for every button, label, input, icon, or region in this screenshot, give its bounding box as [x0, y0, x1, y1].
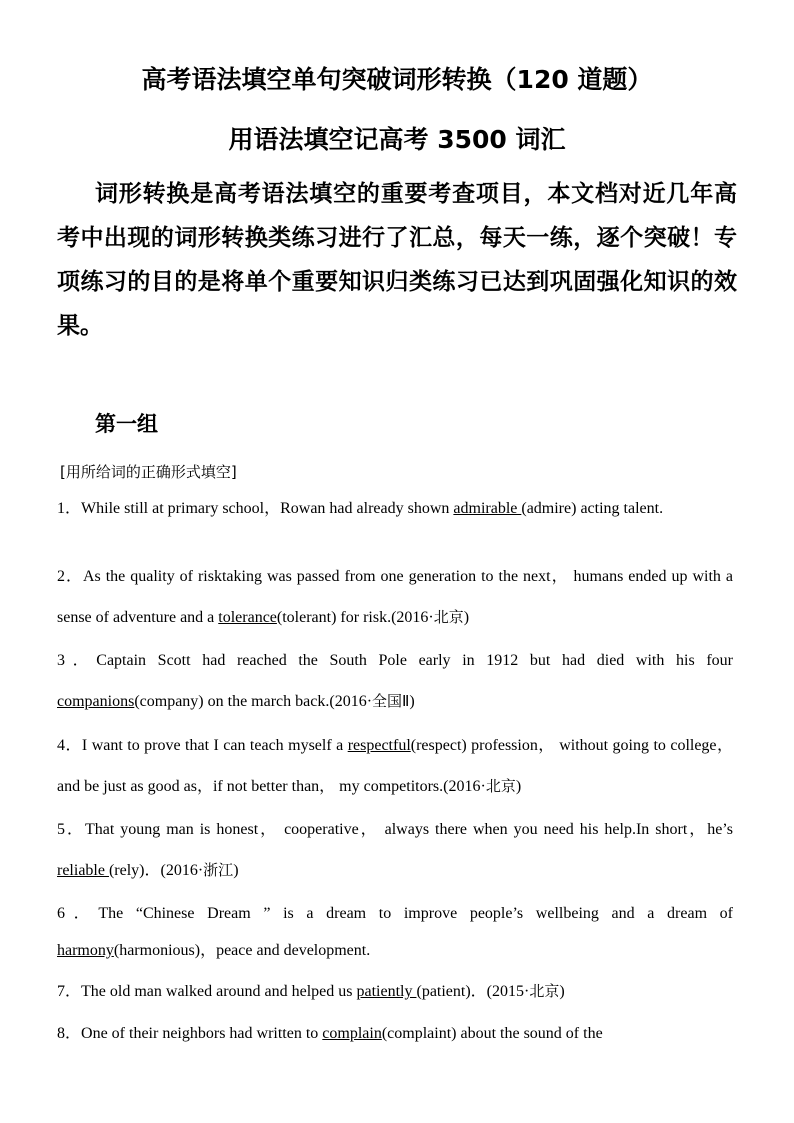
- question-hint: (complaint) about the sound of the: [381, 1025, 603, 1042]
- question-number: 7．: [57, 983, 82, 1000]
- document-subtitle: 用语法填空记高考 3500 词汇: [228, 125, 566, 154]
- question-number: 8．: [57, 1025, 82, 1042]
- source-close: ): [559, 983, 565, 1000]
- question-number: 5．: [57, 821, 85, 838]
- question-item: [57, 640, 733, 722]
- question-text: One of their neighbors had written to: [81, 1025, 323, 1042]
- source-label: 浙江: [203, 861, 234, 879]
- answer-word: patiently: [356, 983, 417, 1000]
- question-text: The “Chinese Dream ” is a dream to improve people’s wellbeing and a dream of: [98, 905, 733, 922]
- question-item: [57, 725, 733, 807]
- answer-word: admirable: [453, 500, 522, 517]
- source-close: ): [515, 778, 522, 795]
- question-text: The old man walked around and helped us: [81, 983, 357, 1000]
- answer-word: respectful: [347, 737, 411, 754]
- source-label: 全国Ⅱ: [372, 692, 410, 710]
- answer-word: harmony: [57, 942, 114, 959]
- question-item: [57, 809, 733, 891]
- answer-word: tolerance: [218, 609, 277, 626]
- question-text: Captain Scott had reached the South Pole early in 1912 but had died with his four: [96, 652, 733, 669]
- answer-word: companions: [57, 693, 135, 710]
- question-text: That young man is honest， cooperative， always there when you need his help.In short，he’s: [84, 821, 733, 838]
- source-label: 北京: [433, 608, 464, 626]
- group-title: 第一组: [95, 412, 158, 436]
- question-number: 3．: [57, 652, 97, 669]
- question-hint: (tolerant) for risk.(2016·: [276, 609, 434, 626]
- question-number: 1．: [57, 500, 82, 517]
- source-close: ): [409, 693, 415, 710]
- question-hint: (company) on the march back.(2016·: [134, 693, 373, 710]
- question-item: [57, 556, 733, 638]
- question-hint: (rely)．(2016·: [108, 862, 204, 879]
- question-hint: (respect) profession， without going to college， and be just as good as，if not better than， my competitors.(2016·: [57, 737, 733, 795]
- question-hint: (patient)．(2015·: [416, 983, 530, 1000]
- intro-paragraph: 词形转换是高考语法填空的重要考查项目，本文档对近几年高考中出现的词形转换类练习进行了汇总，每天一练，逐个突破！专项练习的目的是将单个重要知识归类练习已达到巩固强化知识的效果。: [57, 181, 737, 339]
- question-hint: (admire) acting talent.: [521, 500, 664, 517]
- question-item: [57, 490, 733, 527]
- question-number: 4．: [57, 737, 82, 754]
- question-text: As the quality of risktaking was passed from one generation to the next， humans ended up with a sense of adventure and a: [57, 568, 733, 626]
- instruction-text: [用所给词的正确形式填空]: [60, 463, 237, 481]
- answer-word: reliable: [57, 862, 109, 879]
- source-label: 北京: [529, 982, 560, 1000]
- source-close: ): [463, 609, 470, 626]
- question-text: I want to prove that I can teach myself a: [81, 737, 348, 754]
- question-item: [57, 895, 733, 969]
- source-close: ): [233, 862, 239, 879]
- question-number: 2．: [57, 568, 83, 585]
- question-item: [57, 1023, 733, 1045]
- question-hint: (harmonious)，peace and development.: [113, 942, 371, 959]
- answer-word: complain: [322, 1025, 382, 1042]
- source-label: 北京: [485, 777, 516, 795]
- document-title: 高考语法填空单句突破词形转换（120 道题）: [141, 65, 653, 94]
- question-text: While still at primary school，Rowan had already shown: [81, 500, 454, 517]
- question-number: 6．: [57, 905, 99, 922]
- question-item: [57, 980, 733, 1003]
